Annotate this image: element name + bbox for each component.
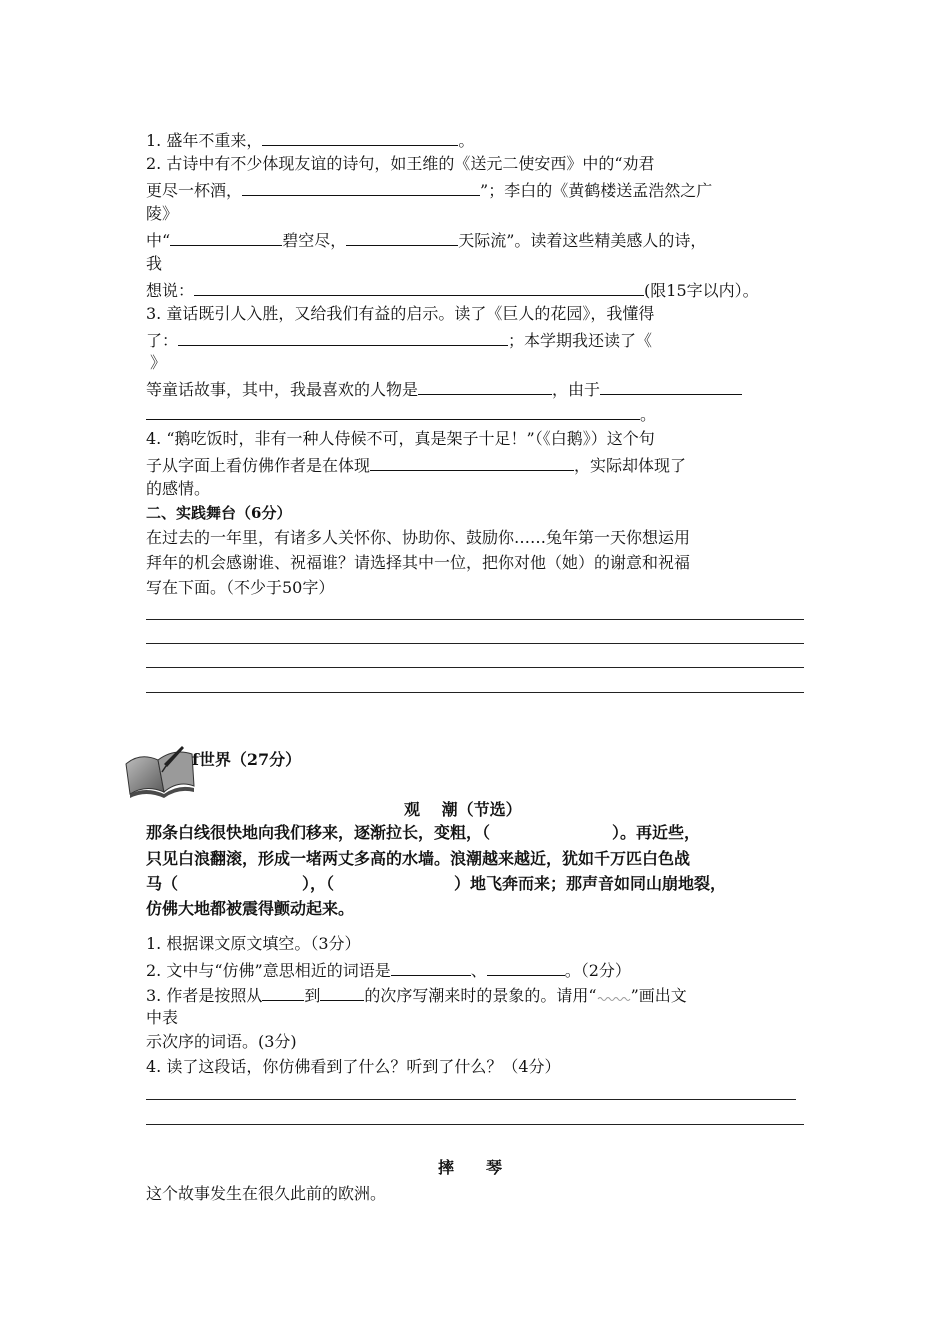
q3-blank-3[interactable] <box>600 377 742 395</box>
q2-line5: 我 <box>146 254 163 273</box>
writing-line-1[interactable] <box>146 619 804 620</box>
section2-title: 二、实践舞台（6分） <box>146 504 292 522</box>
q3-blank-4[interactable] <box>146 402 640 420</box>
q2-line3: 陵》 <box>146 204 179 223</box>
q2-line2: 更尽一杯酒， ”；李白的《黄鹤楼送孟浩然之广 <box>146 178 712 200</box>
p1-question-3-cont: 中表 <box>146 1008 179 1027</box>
q2-blank-4[interactable] <box>194 278 644 296</box>
q3-line1: 3. 童话既引人入胜，又给我们有益的启示。读了《巨人的花园》，我懂得 <box>146 304 655 323</box>
q4-line1: 4. “鹅吃饭时，非有一种人侍候不可，真是架子十足！”（《白鹅》）这个句 <box>146 429 655 448</box>
section3-title: f世界（27分） <box>192 750 302 769</box>
q3-line2: 了： ；本学期我还读了《 <box>146 328 652 350</box>
writing-line-4[interactable] <box>146 692 804 693</box>
passage1-line2: 只见白浪翻滚，形成一堵两丈多高的水墙。浪潮越来越近，犹如千万匹白色战 <box>146 849 691 868</box>
q1-text: 1. 盛年不重来， <box>146 131 263 150</box>
p1-question-3: 3. 作者是按照从 到 的次序写潮来时的景象的。请用“ ”画出文 <box>146 983 687 1005</box>
q2-line4: 中“ 碧空尽， 天际流”。读着这些精美感人的诗， <box>146 228 706 250</box>
answer-line-2[interactable] <box>146 1124 804 1125</box>
section2-prompt-3: 写在下面。（不少于50字） <box>146 578 335 597</box>
writing-line-3[interactable] <box>146 667 804 668</box>
q3-blank-2[interactable] <box>418 377 552 395</box>
q2-line1: 2. 古诗中有不少体现友谊的诗句，如王维的《送元二使安西》中的“劝君 <box>146 154 655 173</box>
q2-line6: 想说： (限15字以内）。 <box>146 278 759 300</box>
q2-blank-1[interactable] <box>242 178 480 196</box>
writing-line-2[interactable] <box>146 643 804 644</box>
p1-q3-blank-2[interactable] <box>320 983 364 1001</box>
section2-prompt-2: 拜年的机会感谢谁、祝福谁？请选择其中一位，把你对他（她）的谢意和祝福 <box>146 553 691 572</box>
q2-blank-2[interactable] <box>170 228 282 246</box>
passage1-title: 观 潮（节选） <box>404 800 522 819</box>
p1-question-3-cont2: 示次序的词语。(3分) <box>146 1032 297 1051</box>
passage1-line4: 仿佛大地都被震得颤动起来。 <box>146 899 355 918</box>
q4-line3: 的感情。 <box>146 479 211 498</box>
passage2-title: 摔 琴 <box>438 1158 503 1177</box>
p1-question-4: 4. 读了这段话，你仿佛看到了什么？听到了什么？（4分） <box>146 1057 561 1076</box>
p1-question-2: 2. 文中与“仿佛”意思相近的词语是 、 。（2分） <box>146 958 631 980</box>
p1-q2-blank-2[interactable] <box>487 958 565 976</box>
q1-answer-blank[interactable] <box>262 128 458 146</box>
passage1-line3: 马（ ），（ ）地飞奔而来；那声音如同山崩地裂， <box>146 874 727 893</box>
p1-q3-blank-1[interactable] <box>262 983 304 1001</box>
q1-line: 1. 盛年不重来， 。 <box>146 128 474 150</box>
q3-blank-1[interactable] <box>178 328 508 346</box>
answer-line-1[interactable] <box>146 1099 796 1100</box>
q2-blank-3[interactable] <box>346 228 458 246</box>
passage2-line1: 这个故事发生在很久此前的欧洲。 <box>146 1184 387 1203</box>
q3-line5: 。 <box>146 402 656 424</box>
q3-line3: 》 <box>150 353 167 372</box>
section2-prompt-1: 在过去的一年里，有诸多人关怀你、协助你、鼓励你……兔年第一天你想运用 <box>146 528 691 547</box>
q4-line2: 子从字面上看仿佛作者是在体现 ，实际却体现了 <box>146 453 686 475</box>
q4-blank[interactable] <box>370 453 574 471</box>
p1-question-1: 1. 根据课文原文填空。（3分） <box>146 934 361 953</box>
wavy-underline-icon <box>597 992 631 1002</box>
open-book-icon <box>120 742 198 800</box>
q3-line4: 等童话故事，其中，我最喜欢的人物是 ，由于 <box>146 377 742 399</box>
passage1-line1: 那条白线很快地向我们移来，逐渐拉长，变粗，（ ）。再近些， <box>146 823 701 842</box>
p1-q2-blank-1[interactable] <box>391 958 471 976</box>
